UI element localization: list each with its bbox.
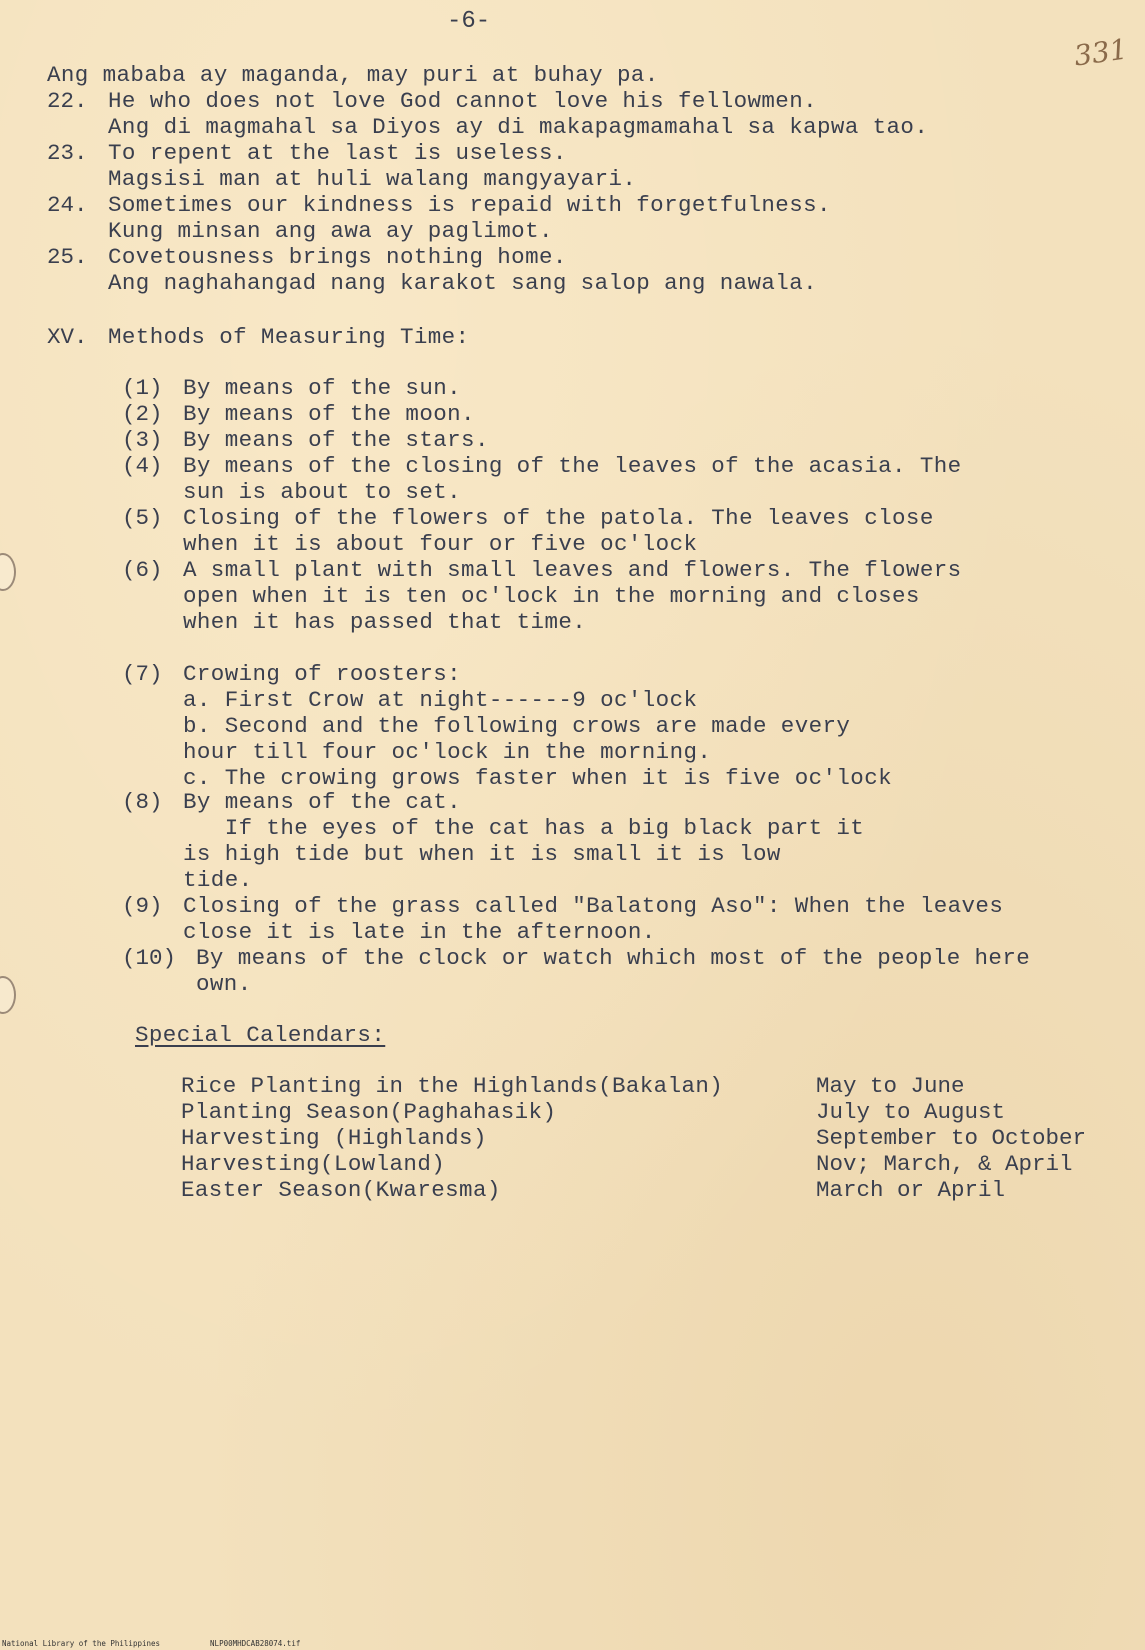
method-number: (2)	[122, 401, 163, 427]
calendar-event: Planting Season(Paghahasik)	[181, 1099, 557, 1125]
proverb-english: Covetousness brings nothing home.	[108, 244, 567, 270]
proverb-number: 23.	[47, 140, 88, 166]
method-line: If the eyes of the cat has a big black part it	[183, 815, 865, 841]
method-line: a. First Crow at night------9 oc'lock	[183, 687, 698, 713]
method-line: hour till four oc'lock in the morning.	[183, 739, 712, 765]
method-number: (1)	[122, 375, 163, 401]
calendar-period: September to October	[816, 1125, 1087, 1151]
method-line: open when it is ten oc'lock in the morning and closes	[183, 583, 920, 609]
method-line: c. The crowing grows faster when it is five oc'lock	[183, 765, 893, 791]
method-line: By means of the cat.	[183, 789, 462, 815]
method-number: (8)	[122, 789, 163, 815]
punch-hole-mark	[0, 553, 16, 591]
footer-library: National Library of the Philippines	[2, 1639, 161, 1648]
method-number: (10)	[122, 945, 177, 971]
method-line: own.	[196, 971, 252, 997]
method-line: when it has passed that time.	[183, 609, 587, 635]
proverb-number: 25.	[47, 244, 88, 270]
method-line: By means of the clock or watch which most of the people here	[196, 945, 1031, 971]
proverb-number: 22.	[47, 88, 88, 114]
method-line: By means of the moon.	[183, 401, 475, 427]
method-line: tide.	[183, 867, 253, 893]
method-line: By means of the sun.	[183, 375, 462, 401]
method-line: A small plant with small leaves and flowers. The flowers	[183, 557, 962, 583]
section-title: Methods of Measuring Time:	[108, 324, 470, 350]
method-line: By means of the closing of the leaves of the acasia. The	[183, 453, 962, 479]
footer-filename: NLP00MHDCAB28074.tif	[210, 1639, 301, 1648]
proverb-tagalog: Ang di magmahal sa Diyos ay di makapagmamahal sa kapwa tao.	[108, 114, 929, 140]
proverb-number: 24.	[47, 192, 88, 218]
calendar-event: Harvesting(Lowland)	[181, 1151, 446, 1177]
calendar-event: Rice Planting in the Highlands(Bakalan)	[181, 1073, 724, 1099]
method-number: (9)	[122, 893, 163, 919]
proverb-english: He who does not love God cannot love his fellowmen.	[108, 88, 818, 114]
method-number: (6)	[122, 557, 163, 583]
calendar-heading: Special Calendars:	[135, 1022, 386, 1048]
method-line: is high tide but when it is small it is low	[183, 841, 781, 867]
handwritten-page-number: 331	[1071, 32, 1130, 73]
scan-footer	[2, 1639, 350, 1648]
method-number: (7)	[122, 661, 163, 687]
method-line: when it is about four or five oc'lock	[183, 531, 698, 557]
calendar-period: March or April	[816, 1177, 1006, 1203]
calendar-period: July to August	[816, 1099, 1006, 1125]
calendar-event: Harvesting (Highlands)	[181, 1125, 487, 1151]
calendar-event: Easter Season(Kwaresma)	[181, 1177, 501, 1203]
calendar-period: May to June	[816, 1073, 965, 1099]
method-line: By means of the stars.	[183, 427, 489, 453]
proverb-tagalog: Magsisi man at huli walang mangyayari.	[108, 166, 637, 192]
method-line: Closing of the grass called "Balatong Aso": When the leaves	[183, 893, 1004, 919]
method-line: sun is about to set.	[183, 479, 462, 505]
calendar-period: Nov; March, & April	[816, 1151, 1073, 1177]
method-line: Closing of the flowers of the patola. The leaves close	[183, 505, 934, 531]
proverb-english: To repent at the last is useless.	[108, 140, 567, 166]
method-line: Crowing of roosters:	[183, 661, 462, 687]
method-number: (4)	[122, 453, 163, 479]
method-line: b. Second and the following crows are made every	[183, 713, 851, 739]
method-line: close it is late in the afternoon.	[183, 919, 656, 945]
proverb-english: Sometimes our kindness is repaid with forgetfulness.	[108, 192, 831, 218]
method-number: (3)	[122, 427, 163, 453]
page-number: -6-	[447, 8, 491, 35]
proverb-tagalog: Kung minsan ang awa ay paglimot.	[108, 218, 553, 244]
intro-line: Ang mababa ay maganda, may puri at buhay pa.	[47, 62, 659, 88]
section-number: XV.	[47, 324, 88, 350]
proverb-tagalog: Ang naghahangad nang karakot sang salop ang nawala.	[108, 270, 818, 296]
punch-hole-mark	[0, 976, 16, 1014]
method-number: (5)	[122, 505, 163, 531]
